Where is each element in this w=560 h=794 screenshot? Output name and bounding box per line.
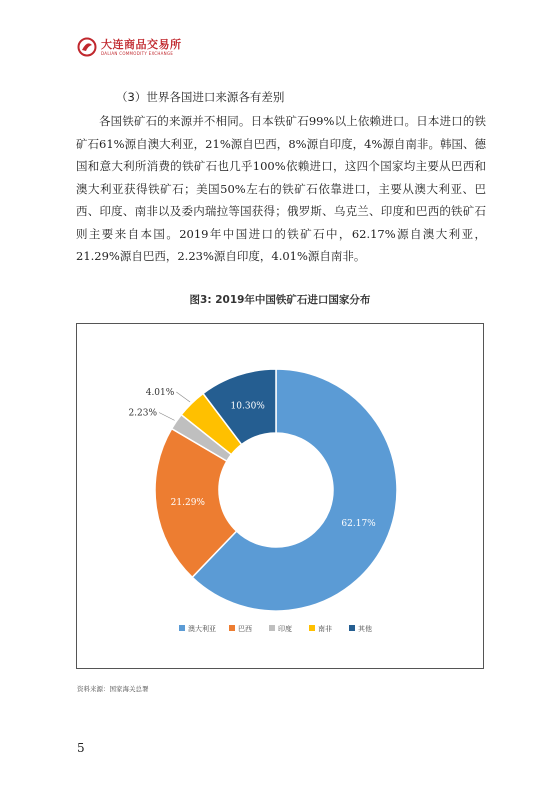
exchange-logo (77, 37, 182, 57)
data-label-印度: 2.23% (128, 408, 158, 419)
data-label-南非: 4.01% (145, 387, 175, 398)
logo-english-name: DALIAN COMMODITY EXCHANGE (101, 50, 174, 56)
legend-item-印度 (269, 624, 292, 633)
legend-swatch (229, 625, 235, 631)
chart-container (76, 323, 484, 669)
logo-chinese-name: 大连商品交易所 (101, 37, 182, 51)
data-label-澳大利亚: 62.17% (341, 519, 376, 530)
legend-item-其他 (349, 624, 372, 633)
legend-swatch (349, 625, 355, 631)
body-paragraph: 各国铁矿石的来源并不相同。日本铁矿石99%以上依赖进口。日本进口的铁矿石61%源自澳大利亚，21%源自巴西，8%源自印度，4%源自南非。韩国、德国和意大利所消费的铁矿石也几乎100%依赖进口，这四个国家均主要从巴西和澳大利亚获得铁矿石；美国50%左右的铁矿石依靠进口，主要从澳大利亚、巴西、印度、南非以及委内瑞拉等国获得；俄罗斯、乌克兰、印度和巴西的铁矿石则主要来自本国。2019年中国进口的铁矿石中，62.17%源自澳大利亚，21.29%源自巴西，2.23%源自印度，4.01%源自南非。 (76, 114, 486, 263)
source-note: 资料来源：国家海关总署 (77, 685, 149, 693)
page-number: 5 (77, 741, 85, 755)
data-label-巴西: 21.29% (170, 498, 206, 509)
legend-swatch (269, 625, 275, 631)
legend-label: 其他 (358, 625, 372, 633)
data-label-其他: 10.30% (230, 401, 265, 412)
legend-label: 印度 (278, 625, 292, 633)
legend-item-澳大利亚 (179, 624, 216, 633)
exchange-logo-icon (77, 37, 97, 57)
legend-label: 南非 (318, 625, 332, 633)
legend-label: 澳大利亚 (188, 625, 216, 633)
section-title: （3）世界各国进口来源各有差别 (116, 90, 285, 104)
donut-chart (77, 324, 483, 668)
figure-title: 图3: 2019年中国铁矿石进口国家分布 (189, 294, 371, 306)
legend-swatch (309, 625, 315, 631)
leader-line-南非 (176, 392, 190, 402)
leader-line-印度 (159, 412, 175, 420)
legend-swatch (179, 625, 185, 631)
legend-item-南非 (309, 624, 332, 633)
legend-item-巴西 (229, 625, 252, 633)
legend-label: 巴西 (238, 625, 252, 633)
